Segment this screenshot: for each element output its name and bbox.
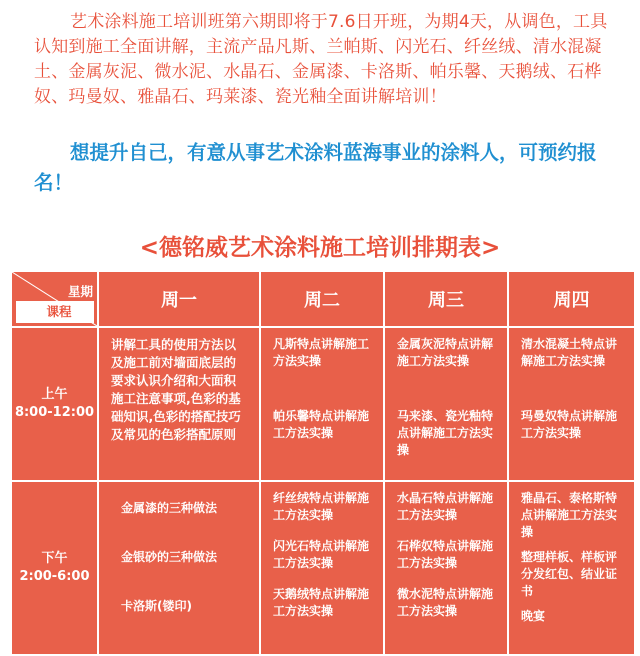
- table-header-row: [11, 271, 635, 327]
- schedule-title: <德铭威艺术涂料施工培训排期表>: [139, 235, 501, 261]
- table-row-morning: [11, 327, 635, 481]
- cell-text: 天鹅绒特点讲解施工方法实操: [273, 587, 370, 618]
- corner-week-label: 星期: [67, 284, 93, 299]
- signup-call-to-action: 想提升自己，有意从事艺术涂料蓝海事业的涂料人，可预约报名！: [34, 141, 597, 194]
- cell-wed-pm: [384, 481, 508, 655]
- header-corner-cell: [11, 271, 98, 327]
- cell-wed-am: [384, 327, 508, 481]
- day-header-mon: 周一: [98, 271, 260, 327]
- cell-text: 水晶石特点讲解施工方法实操: [397, 491, 494, 522]
- cell-text: 金银砂的三种做法: [121, 550, 218, 564]
- cell-text: 整理样板、样板评分发红包、结业证书: [521, 550, 618, 598]
- corner-course-label: 课程: [16, 301, 94, 323]
- cell-text: 讲解工具的使用方法以及施工前对墙面底层的要求认识介绍和大面积施工注意事项,色彩的基础知识,色彩的搭配技巧及常见的色彩搭配原则: [111, 337, 241, 442]
- cell-text: 玛曼奴特点讲解施工方法实操: [521, 409, 618, 440]
- period-morning-label: 上午: [41, 387, 68, 402]
- cell-text: 金属漆的三种做法: [121, 501, 218, 515]
- period-morning-time: 8:00-12:00: [14, 405, 95, 420]
- training-schedule-table: [10, 270, 636, 656]
- cell-text: 闪光石特点讲解施工方法实操: [273, 539, 370, 570]
- cell-text: 凡斯特点讲解施工方法实操: [273, 337, 370, 368]
- period-afternoon: [11, 481, 98, 655]
- cell-thu-am: [508, 327, 635, 481]
- cell-text: 清水混凝土特点讲解施工方法实操: [521, 337, 618, 368]
- cell-text: 帕乐馨特点讲解施工方法实操: [273, 409, 370, 440]
- day-header-thu: 周四: [508, 271, 635, 327]
- cell-thu-pm: [508, 481, 635, 655]
- cell-text: 晚宴: [521, 609, 546, 623]
- day-header-tue: 周二: [260, 271, 384, 327]
- day-header-wed: 周三: [384, 271, 508, 327]
- cell-tue-pm: [260, 481, 384, 655]
- period-afternoon-time: 2:00-6:00: [19, 569, 90, 584]
- cell-mon-pm: [98, 481, 260, 655]
- cell-text: 微水泥特点讲解施工方法实操: [397, 587, 494, 618]
- cell-text: 卡洛斯(镂印): [121, 599, 192, 613]
- cell-text: 金属灰泥特点讲解施工方法实操: [397, 337, 494, 368]
- cell-text: 纤丝绒特点讲解施工方法实操: [273, 491, 370, 522]
- period-morning: [11, 327, 98, 481]
- cell-text: 马来漆、瓷光釉特点讲解施工方法实操: [397, 409, 494, 457]
- period-afternoon-label: 下午: [41, 551, 68, 566]
- cell-text: 石桦奴特点讲解施工方法实操: [397, 539, 494, 570]
- intro-paragraph: 艺术涂料施工培训班第六期即将于7.6日开班，为期4天，从调色，工具认知到施工全面讲解，主流产品凡斯、兰帕斯、闪光石、纤丝绒、清水混凝土、金属灰泥、微水泥、水晶石、金属漆、卡洛斯、帕乐馨、天鹅绒、石桦奴、玛曼奴、雅晶石、玛莱漆、瓷光釉全面讲解培训！: [34, 12, 608, 107]
- cell-text: 雅晶石、泰格斯特点讲解施工方法实操: [521, 491, 618, 539]
- cell-tue-am: [260, 327, 384, 481]
- cell-mon-am: [98, 327, 260, 481]
- table-row-afternoon: [11, 481, 635, 655]
